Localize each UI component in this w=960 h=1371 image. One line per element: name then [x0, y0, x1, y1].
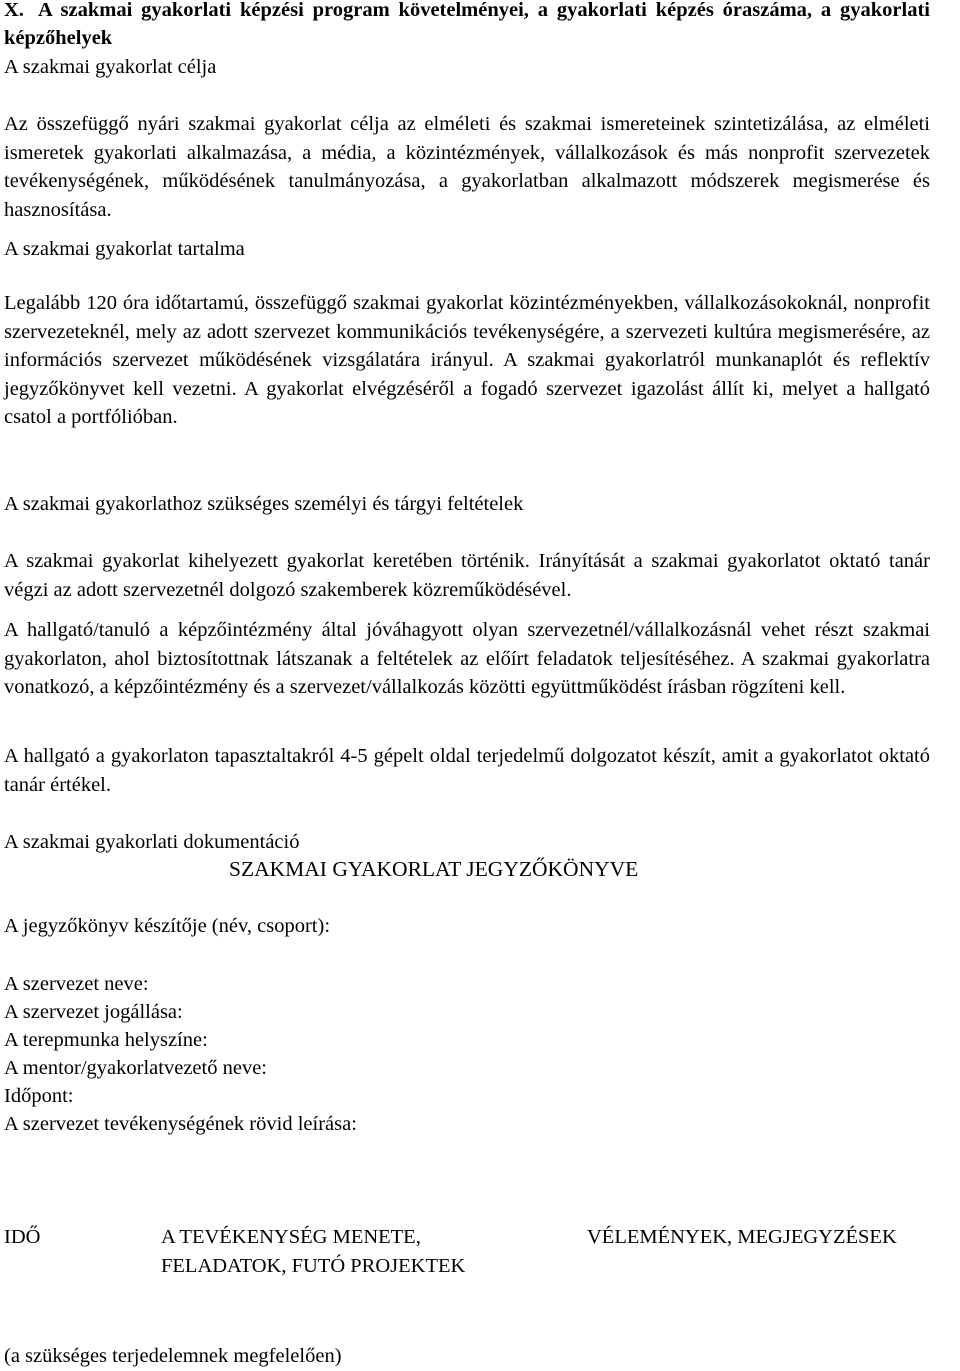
column-header-line: FELADATOK, FUTÓ PROJEKTEK	[161, 1255, 466, 1277]
column-header-line: IDŐ	[4, 1226, 41, 1248]
form-field-label: Időpont:	[4, 1085, 74, 1107]
conditions-paragraph: A hallgató/tanuló a képzőintézmény által jóváhagyott olyan szervezetnél/vállalkozásnál vehet részt szakmai gyakorlaton, ahol biztosítottnak látszanak a feltételek az előírt feladatok teljesítéséhez. A szakmai gyakorlatra vonatkozó, a képzőintézmény és a szervezet/vállalkozás közötti együttműködést írásban rögzíteni kell.	[4, 619, 930, 699]
form-field-label: A szervezet tevékenységének rövid leírása:	[4, 1113, 357, 1135]
conditions-paragraph: A hallgató a gyakorlaton tapasztaltakról 4-5 gépelt oldal terjedelmű dolgozatot készít, amit a gyakorlatot oktató tanár értékel.	[4, 745, 930, 796]
log-table-note: (a szükséges terjedelemnek megfelelően)	[4, 1345, 342, 1367]
conditions-paragraph: A szakmai gyakorlat kihelyezett gyakorlat keretében történik. Irányítását a szakmai gyakorlatot oktató tanár végzi az adott szervezetnél dolgozó szakemberek közreműködésével.	[4, 550, 930, 601]
section-heading	[4, 0, 930, 52]
log-column-activity	[161, 1223, 465, 1281]
goal-heading: A szakmai gyakorlat célja	[4, 56, 217, 78]
log-column-time	[4, 1223, 40, 1252]
author-field-label: A jegyzőkönyv készítője (név, csoport):	[4, 915, 331, 937]
form-field-label: A szervezet neve:	[4, 973, 149, 995]
conditions-heading: A szakmai gyakorlathoz szükséges személyi és tárgyi feltételek	[4, 493, 524, 515]
form-field-label: A terepmunka helyszíne:	[4, 1029, 208, 1051]
section-title: A szakmai gyakorlati képzési program követelményei, a gyakorlati képzés óraszáma, a gyakorlati képzőhelyek	[4, 0, 930, 49]
goal-paragraph: Az összefüggő nyári szakmai gyakorlat célja az elméleti és szakmai ismereteinek szintetizálása, az elméleti ismeretek gyakorlati alkalmazása, a média, a közintézmények, vállalkozások és más nonprofit szervezetek tevékenységének, működésének tanulmányozása, a gyakorlatban alkalmazott módszerek megismerése és hasznosítása.	[4, 113, 930, 221]
section-number: X.	[4, 0, 24, 21]
documentation-heading: A szakmai gyakorlati dokumentáció	[4, 831, 300, 853]
form-field-label: A mentor/gyakorlatvezető neve:	[4, 1057, 267, 1079]
content-paragraph: Legalább 120 óra időtartamú, összefüggő szakmai gyakorlat közintézményekben, vállalkozásokoknál, nonprofit szervezeteknél, mely az adott szervezet kommunikációs tevékenységére, a szervezeti kultúra megismerésére, az információs szervezet működésének vizsgálatára irányul. A szakmai gyakorlatról munkanaplót és reflektív jegyzőkönyvet kell vezetni. A gyakorlat elvégzéséről a fogadó szervezet igazolást állít ki, melyet a hallgató csatol a portfólióban.	[4, 292, 930, 429]
log-column-comments	[587, 1223, 897, 1252]
column-header-line: VÉLEMÉNYEK, MEGJEGYZÉSEK	[587, 1226, 897, 1248]
column-header-line: A TEVÉKENYSÉG MENETE,	[161, 1226, 421, 1248]
form-field-label: A szervezet jogállása:	[4, 1001, 183, 1023]
content-heading: A szakmai gyakorlat tartalma	[4, 238, 245, 260]
form-title: SZAKMAI GYAKORLAT JEGYZŐKÖNYVE	[229, 857, 639, 881]
